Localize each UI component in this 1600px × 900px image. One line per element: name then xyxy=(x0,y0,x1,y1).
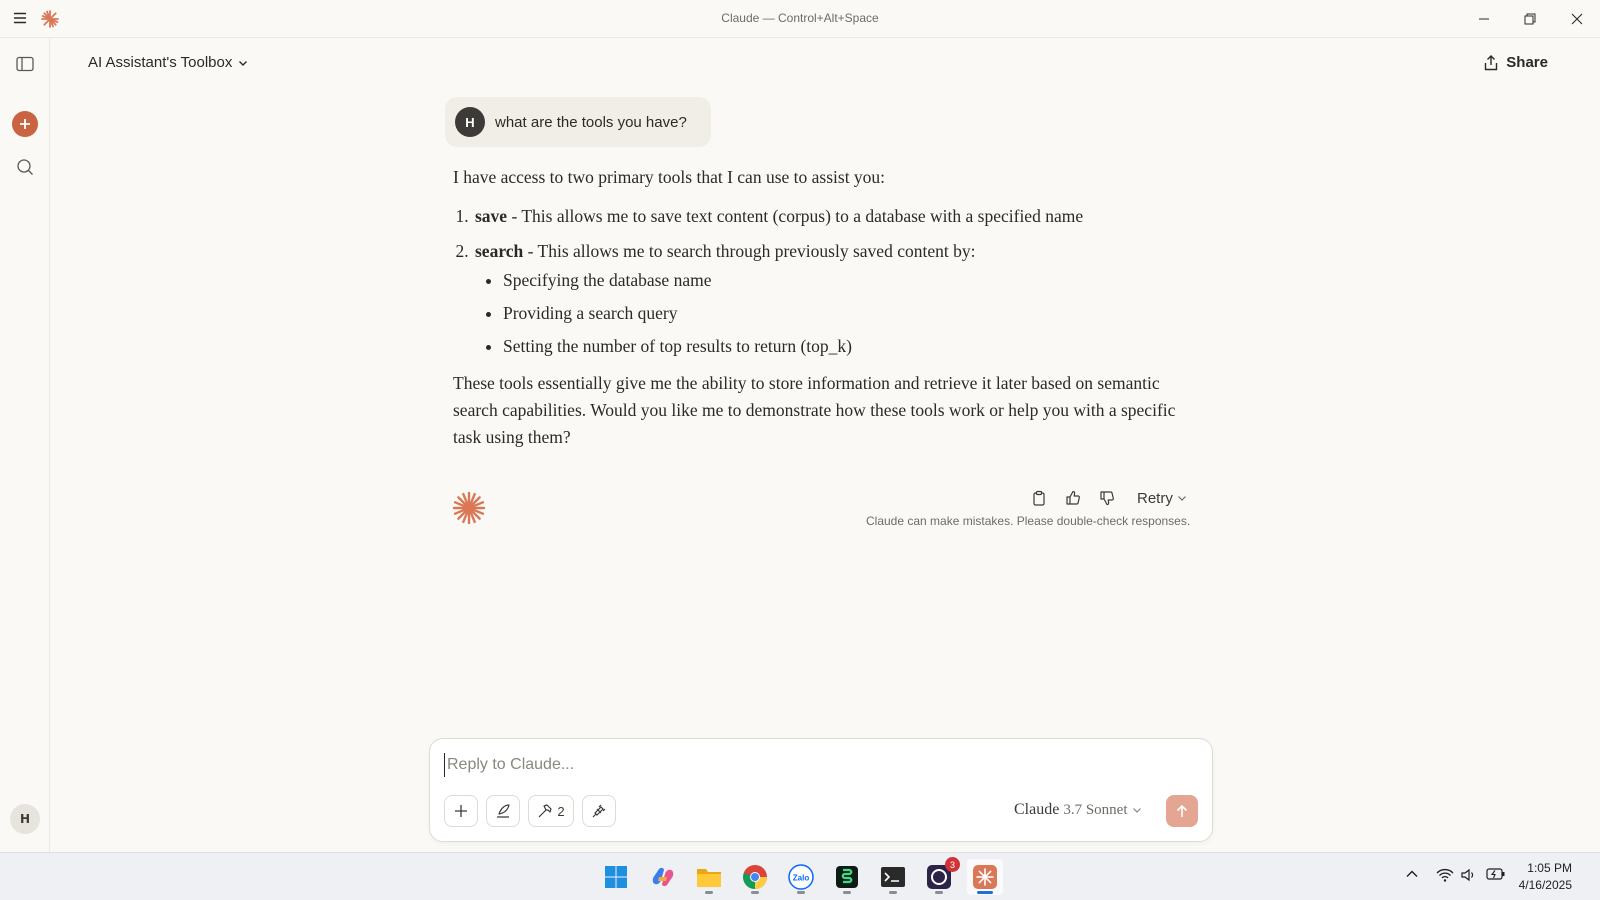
integrations-button[interactable] xyxy=(582,795,616,827)
list-item xyxy=(473,238,1193,360)
minimize-button[interactable] xyxy=(1461,0,1507,38)
add-content-button[interactable] xyxy=(444,795,478,827)
sidebar-toggle-icon[interactable] xyxy=(12,51,38,77)
tool-description: - This allows me to search through previously saved content by: xyxy=(523,241,976,261)
search-options-list xyxy=(503,267,1193,360)
notification-badge: 3 xyxy=(945,857,960,872)
list-item: • Setting the number of top results to return (top_k) xyxy=(503,333,1193,360)
green-app-icon[interactable] xyxy=(829,859,865,895)
close-button[interactable] xyxy=(1554,0,1600,38)
share-icon xyxy=(1484,55,1498,71)
chevron-down-icon xyxy=(1132,805,1142,815)
plus-icon xyxy=(454,804,468,818)
plug-icon xyxy=(591,803,607,819)
windows-start-icon[interactable] xyxy=(598,859,634,895)
chevron-up-icon xyxy=(1405,867,1419,881)
tools-list xyxy=(473,203,1193,360)
user-message xyxy=(445,97,711,147)
tools-count: 2 xyxy=(557,803,565,819)
battery-icon[interactable] xyxy=(1486,867,1506,881)
tool-name: search xyxy=(475,241,524,261)
conversation-title[interactable] xyxy=(88,54,248,71)
share-label: Share xyxy=(1506,54,1548,71)
send-button[interactable] xyxy=(1166,795,1198,827)
message-actions xyxy=(1027,486,1187,510)
model-name: Claude xyxy=(1014,801,1060,818)
running-indicator xyxy=(705,891,713,894)
user-avatar[interactable]: H xyxy=(10,804,40,834)
model-selector[interactable] xyxy=(1014,801,1142,819)
list-item: • Providing a search query xyxy=(503,300,1193,327)
disclaimer-text: Claude can make mistakes. Please double-check responses. xyxy=(866,514,1191,528)
assistant-reply xyxy=(453,160,1193,463)
copy-icon[interactable] xyxy=(1027,486,1051,510)
zalo-icon[interactable] xyxy=(783,859,819,895)
share-button[interactable] xyxy=(1484,54,1548,71)
tools-button[interactable] xyxy=(528,795,574,827)
style-button[interactable] xyxy=(486,795,520,827)
wifi-icon[interactable] xyxy=(1436,867,1454,883)
claude-app-icon[interactable] xyxy=(967,859,1003,895)
claude-spark-icon xyxy=(452,491,486,525)
reply-intro: I have access to two primary tools that I can use to assist you: xyxy=(453,167,886,187)
show-hidden-icons[interactable] xyxy=(1405,867,1419,881)
clock[interactable] xyxy=(1519,860,1572,894)
retry-label: Retry xyxy=(1137,489,1173,507)
list-item xyxy=(473,203,1193,230)
pen-icon xyxy=(495,803,511,819)
list-item: • Specifying the database name xyxy=(503,267,1193,294)
conversation-title-label: AI Assistant's Toolbox xyxy=(88,54,233,71)
running-indicator xyxy=(751,891,759,894)
copilot-icon[interactable] xyxy=(645,859,681,895)
active-indicator xyxy=(977,891,993,894)
thumbs-down-icon[interactable] xyxy=(1095,486,1119,510)
arrow-up-icon xyxy=(1175,804,1189,818)
reply-closing: These tools essentially give me the ability to store information and retrieve it later based on semantic search capabilities. Would you like me to demonstrate how these tools work or help you with a specific task using them? xyxy=(453,373,1176,447)
message-avatar: H xyxy=(455,107,485,137)
composer xyxy=(429,738,1213,842)
clock-date: 4/16/2025 xyxy=(1518,878,1572,892)
tool-description: - This allows me to save text content (corpus) to a database with a specified name xyxy=(507,206,1084,226)
file-explorer-icon[interactable] xyxy=(691,859,727,895)
volume-icon[interactable] xyxy=(1460,867,1478,883)
user-message-text: what are the tools you have? xyxy=(495,113,687,131)
thumbs-up-icon[interactable] xyxy=(1061,486,1085,510)
retry-button[interactable] xyxy=(1137,490,1187,507)
running-indicator xyxy=(843,891,851,894)
new-chat-button[interactable] xyxy=(12,111,38,137)
chevron-down-icon xyxy=(238,58,248,68)
window-title: Claude — Control+Alt+Space xyxy=(721,11,879,25)
chevron-down-icon xyxy=(1177,493,1187,503)
running-indicator xyxy=(935,891,943,894)
obs-icon[interactable] xyxy=(921,859,957,895)
running-indicator xyxy=(797,891,805,894)
hammer-icon xyxy=(537,803,553,819)
tool-name: save xyxy=(475,206,508,226)
clock-time: 1:05 PM xyxy=(1527,861,1572,875)
chrome-icon[interactable] xyxy=(737,859,773,895)
terminal-icon[interactable] xyxy=(875,859,911,895)
restore-button[interactable] xyxy=(1507,0,1553,38)
title-bar xyxy=(0,0,1600,38)
reply-input[interactable] xyxy=(444,753,1184,777)
svg-text:Zalo: Zalo xyxy=(792,873,810,883)
model-version: 3.7 Sonnet xyxy=(1063,801,1128,818)
sidebar xyxy=(0,38,50,852)
chats-icon[interactable] xyxy=(12,154,38,180)
taskbar xyxy=(0,852,1600,900)
running-indicator xyxy=(889,891,897,894)
